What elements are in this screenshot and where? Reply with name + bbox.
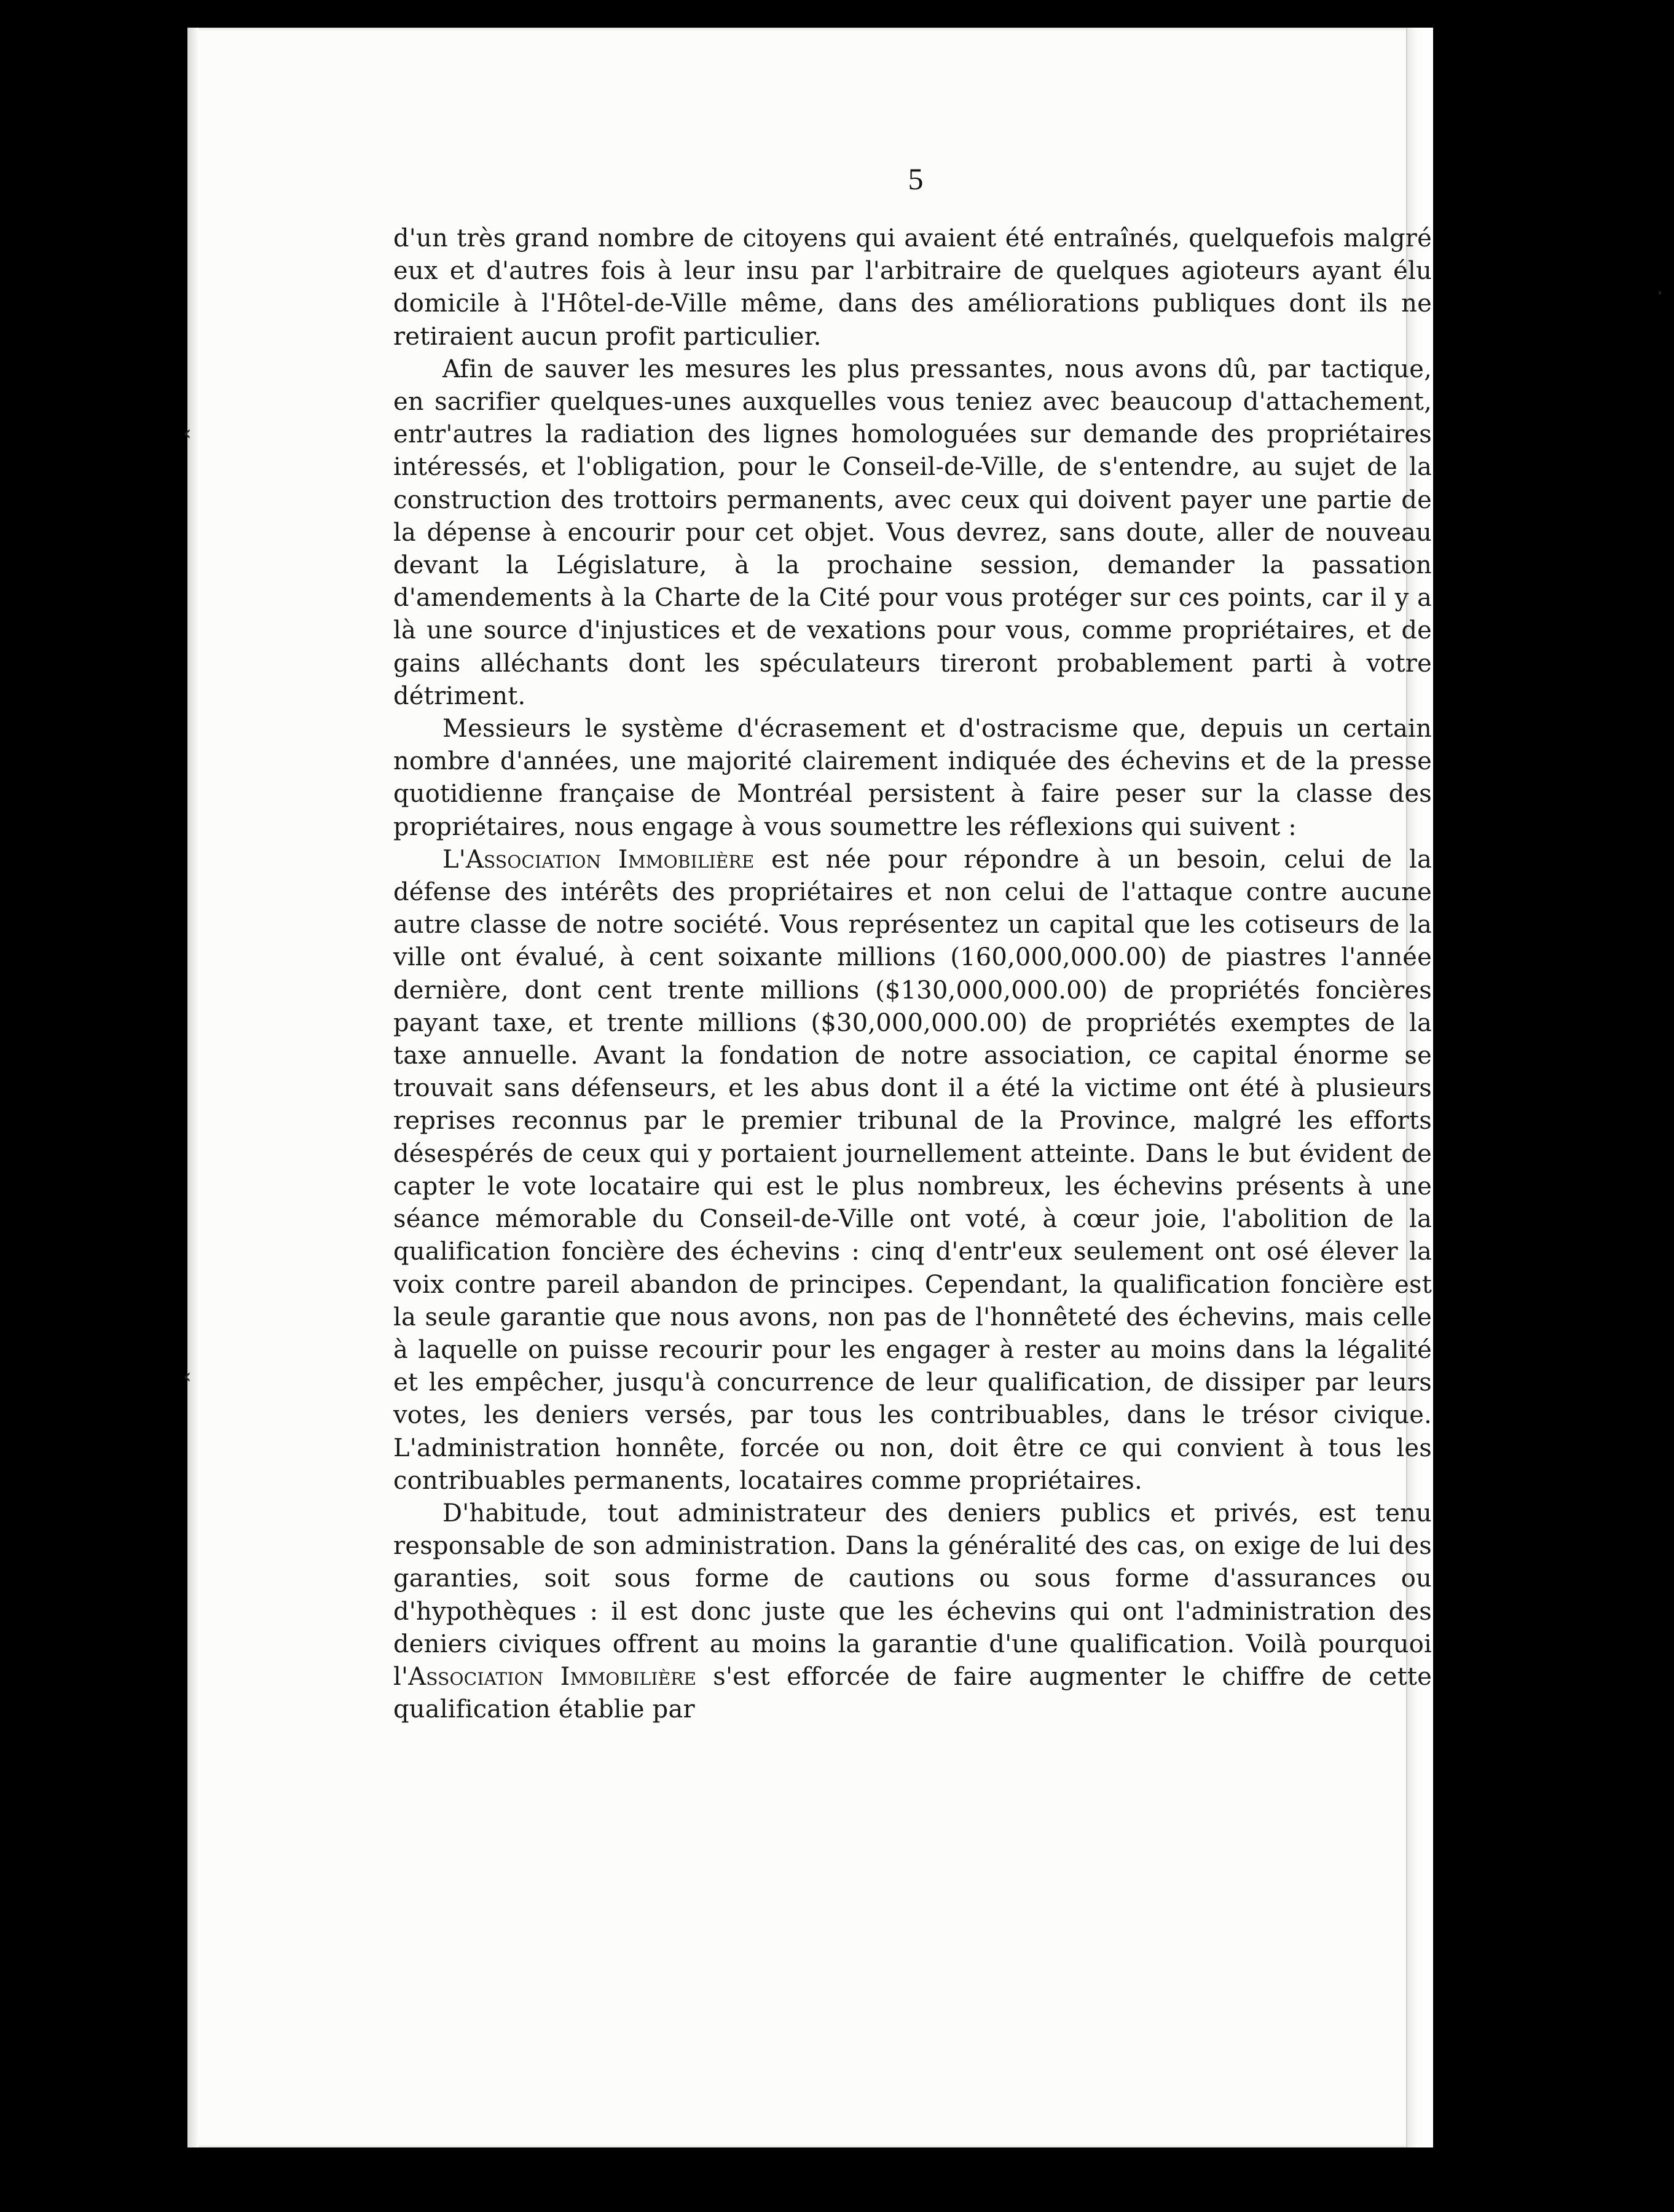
- body-text: [393, 222, 1432, 1726]
- paragraph-2: Afin de sauver les mesures les plus pressantes, nous avons dû, par tactique, en sacrifier quelques-unes auxquelles vous teniez avec beaucoup d'attachement, entr'autres la radiation des lignes homologuées sur demande des propriétaires intéressés, et l'obligation, pour le Conseil-de-Ville, de s'entendre, au sujet de la construction des trottoirs permanents, avec ceux qui doivent payer une partie de la dépense à encourir pour cet objet. Vous devrez, sans doute, aller de nouveau devant la Législature, à la prochaine session, demander la passation d'amendements à la Charte de la Cité pour vous protéger sur ces points, car il y a là une source d'injustices et de vexations pour vous, comme propriétaires, et de gains alléchants dont les spéculateurs tireront probablement parti à votre détriment.: [393, 355, 1432, 710]
- page-number: 5: [908, 162, 924, 196]
- page-left-edge: [187, 28, 198, 2147]
- paragraph-5-text-b: s'est efforcée de faire augmenter le chiffre de cette qualification établie par: [393, 1662, 1432, 1724]
- paragraph-4: [393, 844, 1432, 1497]
- association-name: Association Immobilière: [408, 1662, 697, 1691]
- margin-tick-mark: ·: [1656, 280, 1664, 307]
- margin-tick-mark: ‹: [183, 1364, 192, 1389]
- paragraph-1: d'un très grand nombre de citoyens qui avaient été entraînés, quelquefois malgré eux et d'autres fois à leur insu par l'arbitraire de quelques agioteurs ayant élu domicile à l'Hôtel-de-Ville même, dans des améliorations publiques dont ils ne retiraient aucun profit particulier.: [393, 224, 1432, 351]
- paragraph-5: [393, 1497, 1432, 1726]
- paragraph-5-text-a: D'habitude, tout administrateur des deniers publics et privés, est tenu responsable de son administration. Dans la généralité des cas, on exige de lui des garanties, soit sous forme de cautions ou sous forme d'assurances ou d'hypothèques : il est donc juste que les échevins qui ont l'administration des deniers civiques offrent au moins la garantie d'une qualification. Voilà pourquoi l': [393, 1499, 1432, 1691]
- margin-tick-mark: ‹: [183, 421, 192, 445]
- paragraph-4-text: est née pour répondre à un besoin, celui de la défense des intérêts des propriétaires et non celui de l'attaque contre aucune autre classe de notre société. Vous représentez un capital que les cotiseurs de la ville ont évalué, à cent soixante millions (160,000,000.00) de piastres l'année dernière, dont cent trente millions ($130,000,000.00) de propriétés foncières payant taxe, et trente millions ($30,000,000.00) de propriétés exemptes de la taxe annuelle. Avant la fondation de notre association, ce capital énorme se trouvait sans défenseurs, et les abus dont il a été la victime ont été à plusieurs reprises reconnus par le premier tribunal de la Province, malgré les efforts désespérés de ceux qui y portaient journellement atteinte. Dans le but évident de capter le vote locataire qui est le plus nombreux, les échevins présents à une séance mémorable du Conseil-de-Ville ont voté, à cœur joie, l'abolition de la qualification foncière des échevins : cinq d'entr'eux seulement ont osé élever la voix contre pareil abandon de principes. Cependant, la qualification foncière est la seule garantie que nous avons, non pas de l'honnêteté des échevins, mais celle à laquelle on puisse recourir pour les engager à rester au moins dans la légalité et les empêcher, jusqu'à concurrence de leur qualification, de dissiper par leurs votes, les deniers versés, par tous les contribuables, dans le trésor civique. L'administration honnête, forcée ou non, doit être ce qui convient à tous les contribuables permanents, locataires comme propriétaires.: [393, 845, 1432, 1495]
- paragraph-3: Messieurs le système d'écrasement et d'ostracisme que, depuis un certain nombre d'années, une majorité clairement indiquée des échevins et de la presse quotidienne française de Montréal persistent à faire peser sur la classe des propriétaires, nous engage à vous soumettre les réflexions qui suivent :: [393, 715, 1432, 841]
- association-name: L'Association Immobilière: [442, 845, 755, 874]
